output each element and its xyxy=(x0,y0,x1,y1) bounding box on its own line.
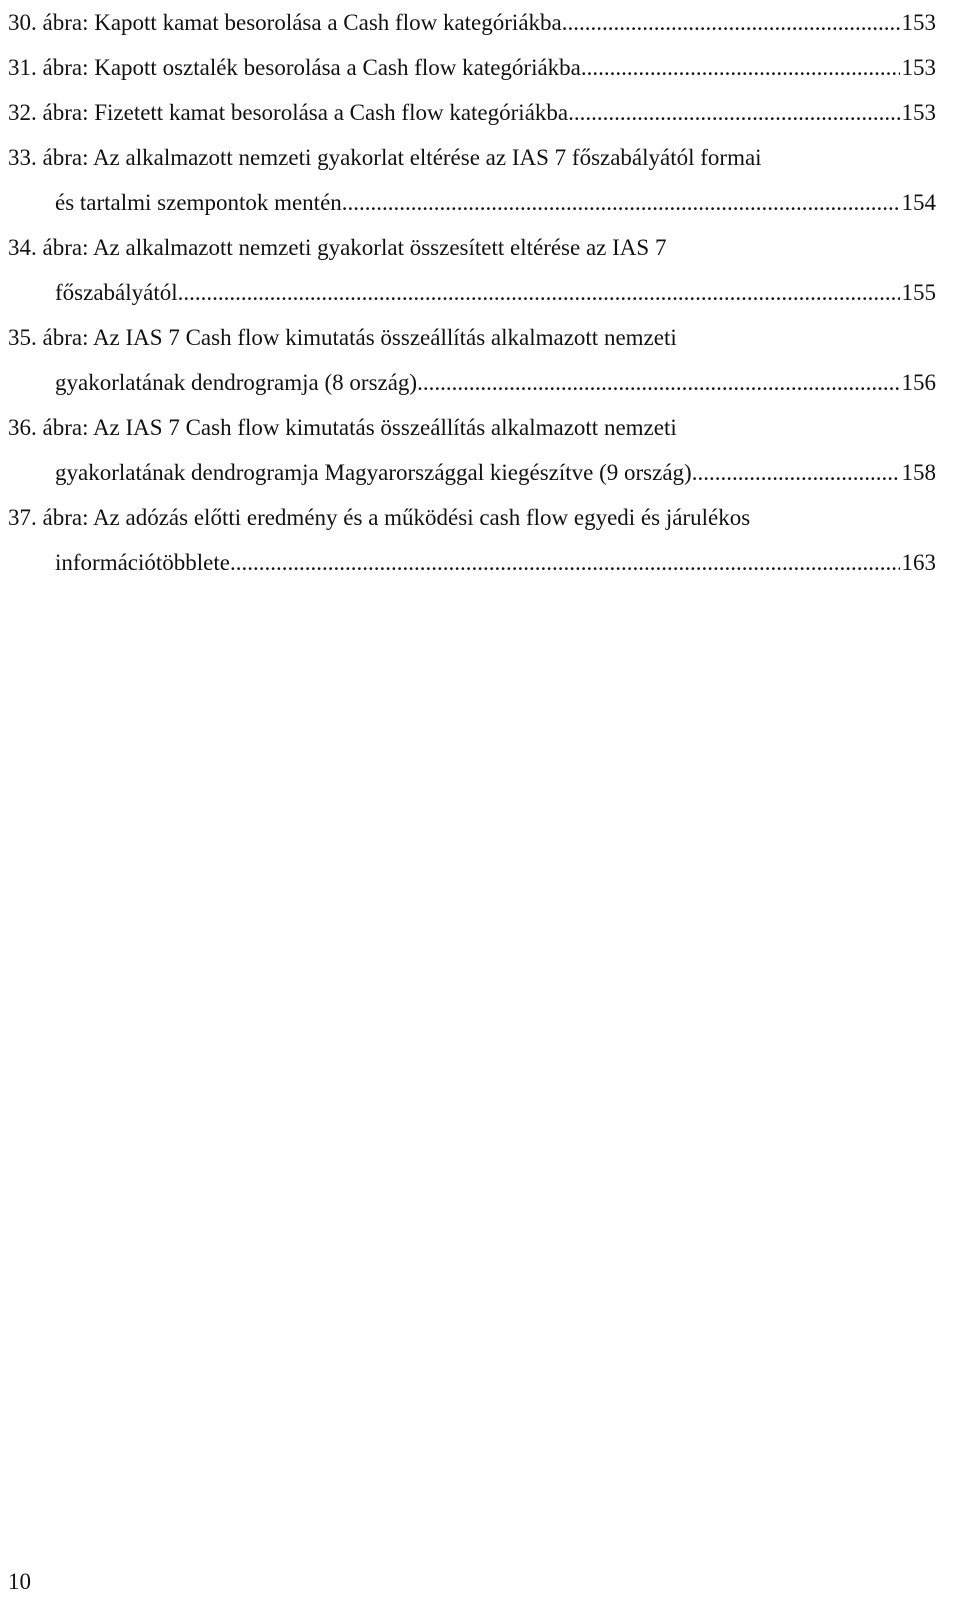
toc-page-number: 158 xyxy=(901,460,936,485)
toc-page-number: 153 xyxy=(901,55,936,80)
toc-entry-line xyxy=(8,495,936,540)
toc-leader-dots xyxy=(417,360,899,405)
toc-entry-line-continued xyxy=(8,180,936,225)
toc-entry[interactable] xyxy=(8,405,936,495)
toc-page-number: 153 xyxy=(901,100,936,125)
toc-entry-line xyxy=(8,225,936,270)
toc-entry[interactable] xyxy=(8,495,936,585)
toc-entry-line xyxy=(8,45,936,90)
toc-entry[interactable] xyxy=(8,225,936,315)
toc-leader-dots xyxy=(178,270,900,315)
toc-entry[interactable] xyxy=(8,135,936,225)
toc-entry-line xyxy=(8,0,936,45)
toc-page-number: 154 xyxy=(901,190,936,215)
toc-entry-line xyxy=(8,405,936,450)
toc-entry-title-continued: gyakorlatának dendrogramja (8 ország) xyxy=(55,370,418,395)
toc-entry-title: 33. ábra: Az alkalmazott nemzeti gyakorlat eltérése az IAS 7 főszabályától formai xyxy=(8,145,762,170)
toc-page-number: 155 xyxy=(901,280,936,305)
toc-entry-line-continued xyxy=(8,270,936,315)
toc-leader-dots xyxy=(568,90,899,135)
toc-entry-title: 37. ábra: Az adózás előtti eredmény és a működési cash flow egyedi és járulékos xyxy=(8,505,751,530)
toc-entry-title: 32. ábra: Fizetett kamat besorolása a Cash flow kategóriákba xyxy=(8,100,569,125)
toc-page-number: 156 xyxy=(901,370,936,395)
toc-entry-title-continued: főszabályától xyxy=(55,280,178,305)
toc-entry-line-continued xyxy=(8,450,936,495)
toc-entry-line xyxy=(8,135,936,180)
toc-leader-dots xyxy=(692,450,900,495)
toc-entry-title: 30. ábra: Kapott kamat besorolása a Cash flow kategóriákba xyxy=(8,10,562,35)
toc-entry-line xyxy=(8,315,936,360)
toc-entry-title: 31. ábra: Kapott osztalék besorolása a Cash flow kategóriákba xyxy=(8,55,581,80)
toc-entry-line-continued xyxy=(8,360,936,405)
toc-leader-dots xyxy=(230,540,900,585)
toc-entry-title: 35. ábra: Az IAS 7 Cash flow kimutatás összeállítás alkalmazott nemzeti xyxy=(8,325,677,350)
page-number-footer: 10 xyxy=(8,1569,31,1594)
toc-entry-line-continued xyxy=(8,540,936,585)
toc-entry-title: 36. ábra: Az IAS 7 Cash flow kimutatás összeállítás alkalmazott nemzeti xyxy=(8,415,677,440)
toc-entry[interactable] xyxy=(8,0,936,45)
toc-entry-title-continued: információtöbblete xyxy=(55,550,230,575)
toc-entry-line xyxy=(8,90,936,135)
toc-leader-dots xyxy=(342,180,900,225)
toc-entry-title: 34. ábra: Az alkalmazott nemzeti gyakorlat összesített eltérése az IAS 7 xyxy=(8,235,667,260)
toc-entry[interactable] xyxy=(8,45,936,90)
toc-leader-dots xyxy=(581,45,900,90)
toc-entry[interactable] xyxy=(8,315,936,405)
table-of-figures xyxy=(8,0,936,585)
toc-entry-title-continued: gyakorlatának dendrogramja Magyarországgal kiegészítve (9 ország) xyxy=(55,460,692,485)
toc-page-number: 153 xyxy=(901,10,936,35)
toc-entry[interactable] xyxy=(8,90,936,135)
toc-leader-dots xyxy=(562,0,900,45)
toc-page-number: 163 xyxy=(901,550,936,575)
toc-entry-title-continued: és tartalmi szempontok mentén xyxy=(55,190,342,215)
